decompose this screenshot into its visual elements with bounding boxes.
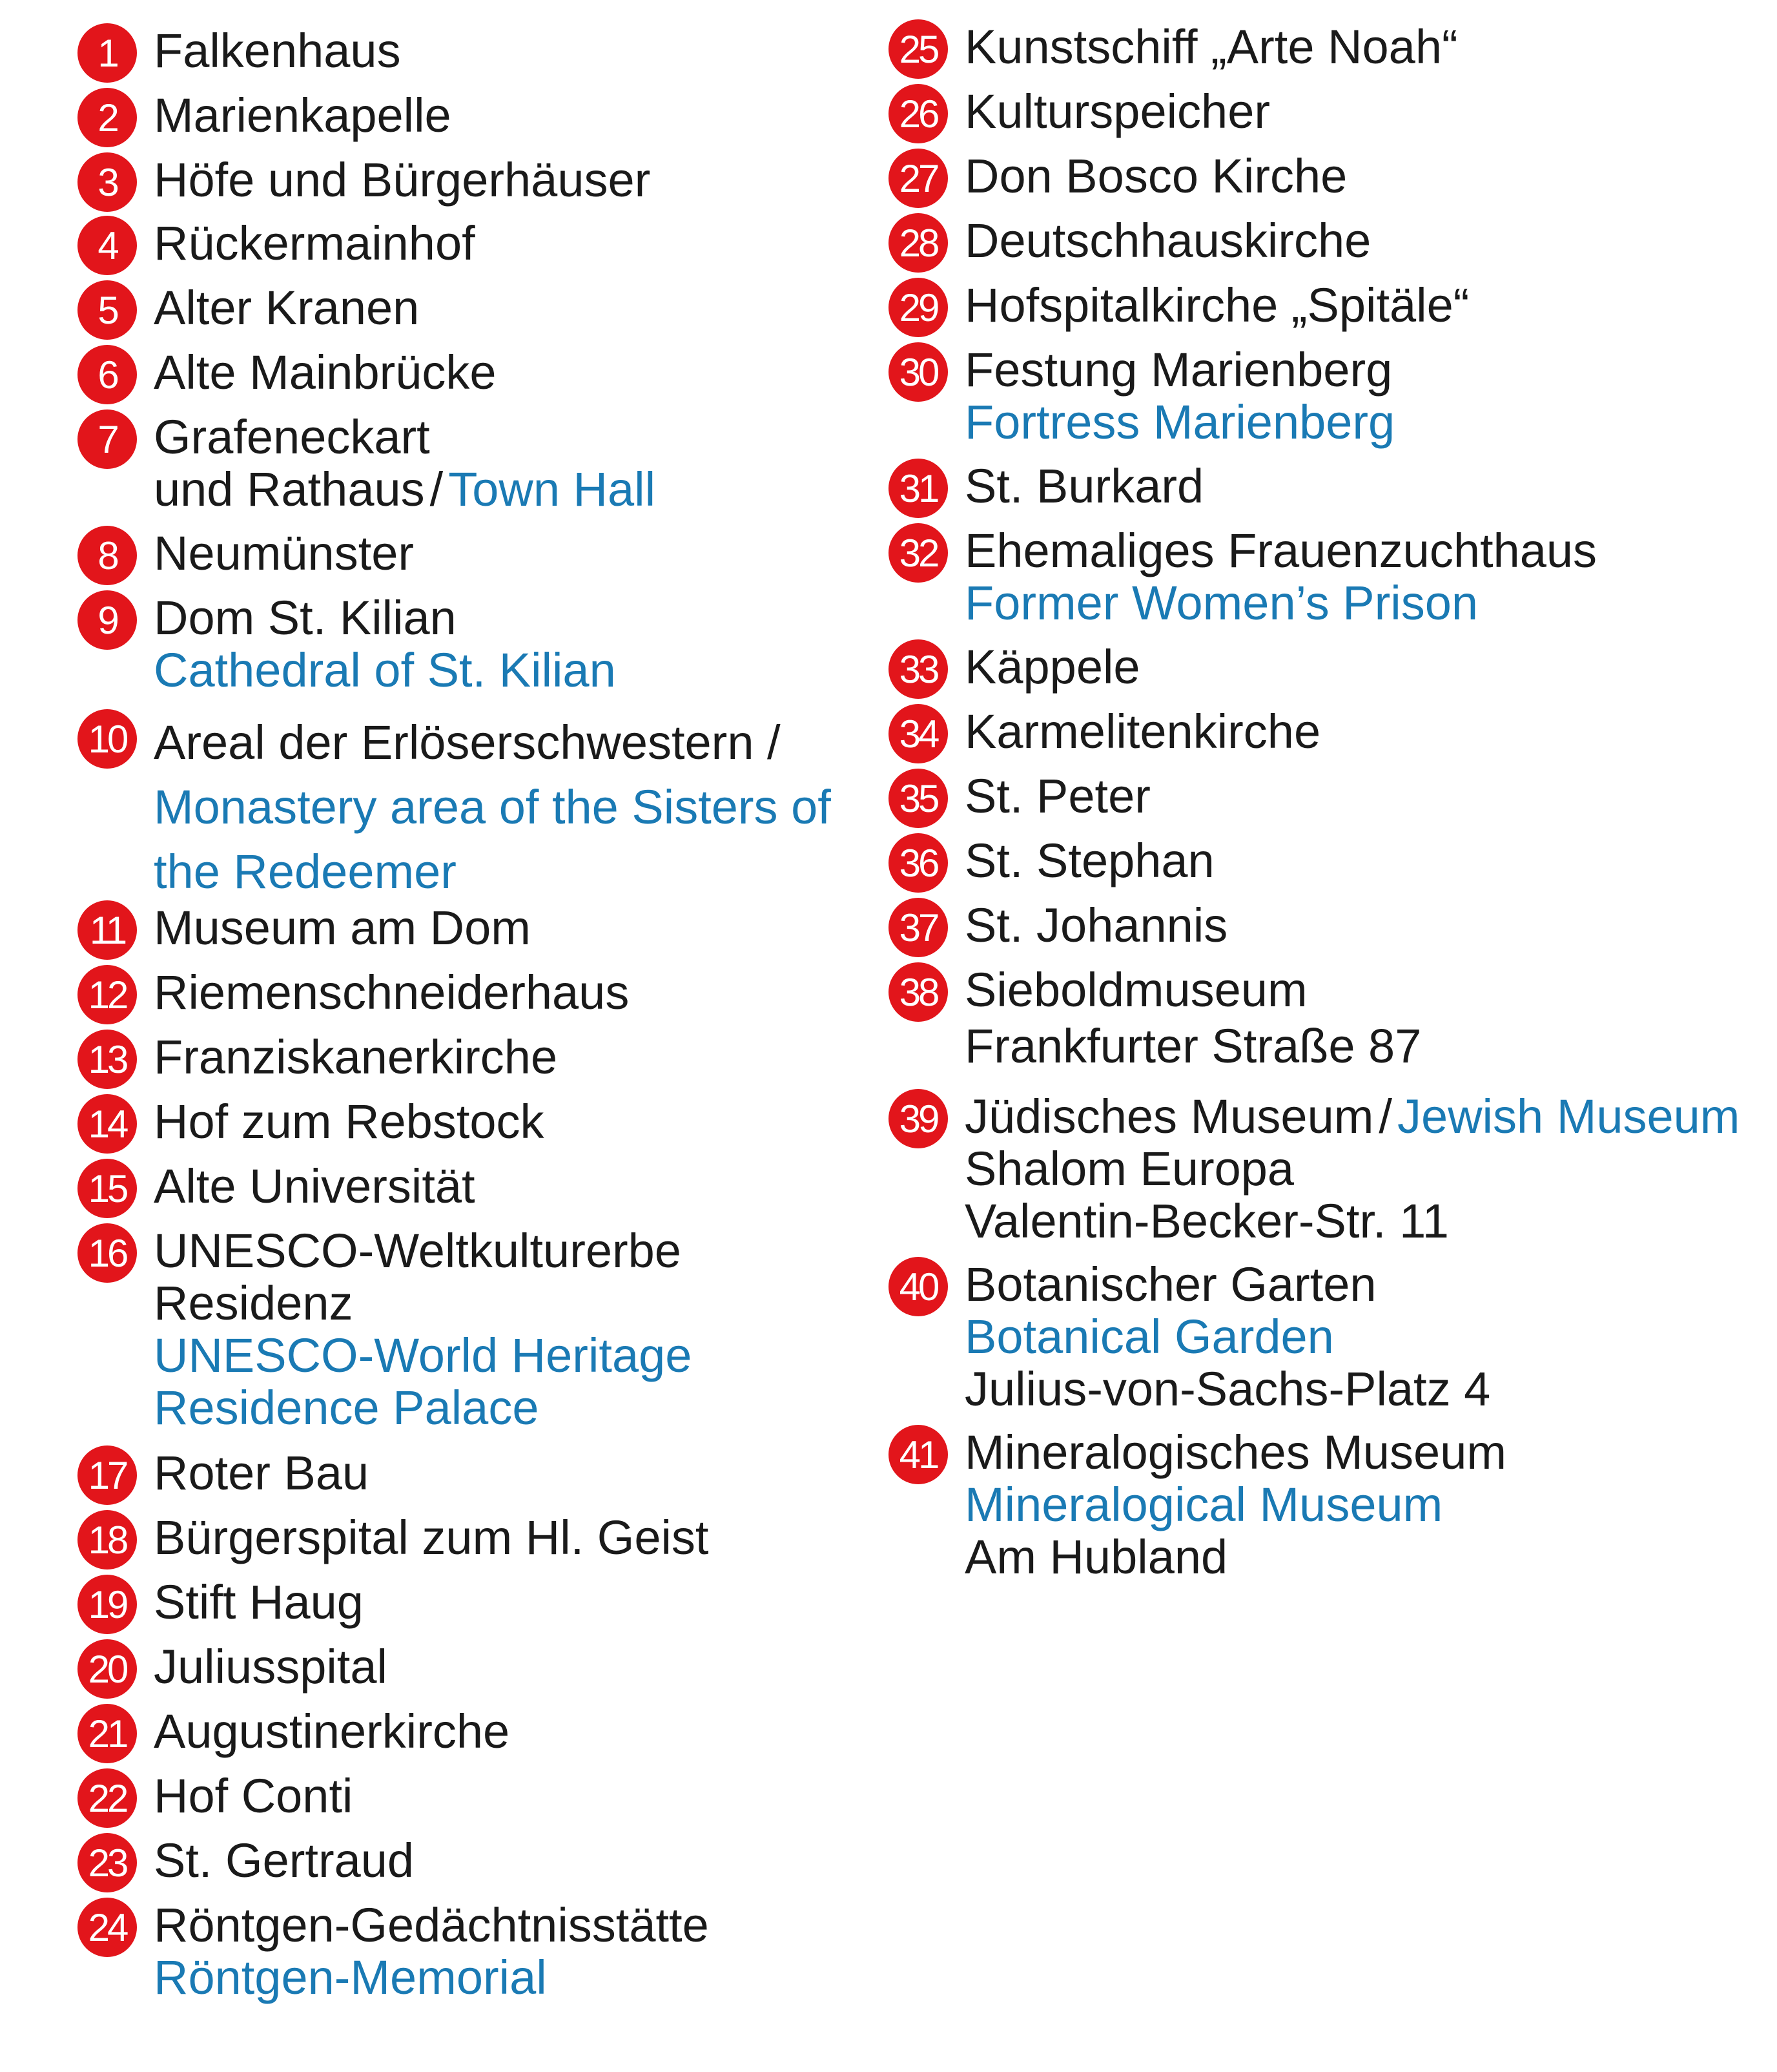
german-name: Residenz xyxy=(154,1276,353,1330)
entry-line xyxy=(965,460,1204,512)
entry-lines xyxy=(965,1090,1740,1247)
number-badge: 22 xyxy=(77,1768,137,1828)
entry-lines xyxy=(965,834,1215,887)
german-name: Käppele xyxy=(965,640,1140,694)
entry-line xyxy=(965,21,1458,73)
entry-lines xyxy=(154,592,616,696)
entry-line xyxy=(154,592,616,644)
english-name: UNESCO-World Heritage xyxy=(154,1329,692,1382)
number-badge: 19 xyxy=(77,1575,137,1634)
number-badge: 20 xyxy=(77,1639,137,1699)
english-name: Mineralogical Museum xyxy=(965,1478,1443,1531)
number-badge: 3 xyxy=(77,152,137,212)
entry-line xyxy=(154,1770,353,1822)
german-name: Julius-von-Sachs-Platz 4 xyxy=(965,1362,1491,1416)
entry-lines xyxy=(965,1426,1506,1583)
entry-lines xyxy=(965,279,1469,331)
number-badge: 13 xyxy=(77,1030,137,1089)
german-name: Franziskanerkirche xyxy=(154,1030,558,1084)
number-badge: 24 xyxy=(77,1898,137,1957)
number-badge: 32 xyxy=(888,523,948,583)
entry-line xyxy=(154,1031,557,1083)
german-name: Alte Mainbrücke xyxy=(154,346,497,399)
number-badge: 38 xyxy=(888,962,948,1022)
german-name: St. Burkard xyxy=(965,459,1204,513)
german-name: UNESCO-Weltkulturerbe xyxy=(154,1224,681,1278)
entry-lines xyxy=(154,710,831,904)
english-name: the Redeemer xyxy=(154,845,457,898)
entry-line xyxy=(965,214,1371,267)
number-badge: 35 xyxy=(888,769,948,828)
number-badge: 29 xyxy=(888,278,948,337)
entry-lines xyxy=(965,21,1458,73)
entry-lines xyxy=(965,460,1204,512)
entry-line xyxy=(965,1426,1506,1478)
entry-lines xyxy=(154,1225,692,1434)
entry-lines xyxy=(965,524,1597,629)
number-badge: 10 xyxy=(77,709,137,769)
entry-line xyxy=(154,346,497,399)
entry-line xyxy=(154,282,419,334)
entry-lines xyxy=(965,641,1140,693)
entry-line xyxy=(154,1225,692,1277)
german-name: Don Bosco Kirche xyxy=(965,149,1348,203)
entry-line xyxy=(154,710,831,775)
number-badge: 6 xyxy=(77,345,137,404)
german-name: Frankfurter Straße 87 xyxy=(965,1019,1422,1073)
entry-line xyxy=(965,834,1215,887)
german-name: Dom St. Kilian xyxy=(154,591,457,645)
number-badge: 27 xyxy=(888,149,948,208)
number-badge: 21 xyxy=(77,1704,137,1763)
number-badge: 23 xyxy=(77,1833,137,1892)
entry-lines xyxy=(154,1641,387,1693)
entry-lines xyxy=(965,705,1320,758)
german-name: Hof zum Rebstock xyxy=(154,1095,544,1148)
entry-lines xyxy=(965,344,1395,448)
entry-line xyxy=(965,770,1151,822)
german-name: Marienkapelle xyxy=(154,88,451,142)
entry-lines xyxy=(154,411,655,515)
entry-line xyxy=(965,1258,1490,1311)
number-badge: 18 xyxy=(77,1510,137,1570)
number-badge: 26 xyxy=(888,84,948,143)
entry-lines xyxy=(154,282,419,334)
entry-lines xyxy=(154,1899,709,2004)
entry-lines xyxy=(154,89,451,141)
entry-lines xyxy=(965,150,1347,202)
german-name: Neumünster xyxy=(154,526,415,580)
german-name: St. Stephan xyxy=(965,834,1215,887)
german-name: Röntgen-Gedächtnisstätte xyxy=(154,1898,709,1952)
german-name: Roter Bau xyxy=(154,1446,369,1500)
german-name: Valentin-Becker-Str. 11 xyxy=(965,1194,1449,1248)
separator-slash: / xyxy=(429,462,444,516)
entry-line xyxy=(154,1641,387,1693)
german-name: Deutschhauskirche xyxy=(965,214,1371,267)
number-badge: 5 xyxy=(77,280,137,340)
german-name: Sieboldmuseum xyxy=(965,963,1308,1017)
entry-line xyxy=(154,1834,414,1887)
entry-lines xyxy=(154,25,401,77)
entry-line xyxy=(965,641,1140,693)
entry-line xyxy=(965,899,1227,951)
number-badge: 31 xyxy=(888,459,948,518)
entry-line xyxy=(154,89,451,141)
entry-line xyxy=(154,644,616,696)
entry-lines xyxy=(154,1095,544,1148)
german-name: Kulturspeicher xyxy=(965,85,1271,138)
entry-line xyxy=(965,1478,1506,1531)
entry-lines xyxy=(154,1160,475,1212)
entry-line xyxy=(965,1016,1421,1076)
german-name: Grafeneckart xyxy=(154,410,430,464)
entry-lines xyxy=(154,1031,557,1083)
english-name: Town Hall xyxy=(448,462,656,516)
number-badge: 15 xyxy=(77,1159,137,1218)
entry-line xyxy=(154,1705,509,1757)
number-badge: 2 xyxy=(77,88,137,147)
german-name: Hofspitalkirche „Spitäle“ xyxy=(965,278,1470,332)
number-badge: 41 xyxy=(888,1425,948,1484)
german-name: Shalom Europa xyxy=(965,1142,1295,1196)
number-badge: 40 xyxy=(888,1257,948,1316)
german-name: Bürgerspital zum Hl. Geist xyxy=(154,1511,709,1564)
german-name: Areal der Erlöserschwestern / xyxy=(154,716,781,769)
german-name: Ehemaliges Frauenzuchthaus xyxy=(965,524,1597,577)
german-name: Festung Marienberg xyxy=(965,343,1393,397)
entry-line xyxy=(154,840,831,904)
number-badge: 36 xyxy=(888,833,948,893)
entry-lines xyxy=(965,964,1421,1076)
german-name: Riemenschneiderhaus xyxy=(154,966,630,1019)
entry-line xyxy=(965,524,1597,577)
number-badge: 16 xyxy=(77,1223,137,1283)
entry-lines xyxy=(154,1705,509,1757)
entry-line xyxy=(154,1951,709,2004)
entry-line xyxy=(154,1277,692,1329)
entry-line xyxy=(965,577,1597,629)
number-badge: 39 xyxy=(888,1089,948,1148)
entry-lines xyxy=(154,966,629,1019)
german-name: St. Peter xyxy=(965,769,1151,823)
number-badge: 7 xyxy=(77,409,137,469)
entry-line xyxy=(154,25,401,77)
entry-line xyxy=(154,1511,709,1564)
entry-line xyxy=(965,1143,1740,1195)
entry-line xyxy=(965,344,1395,396)
entry-line xyxy=(154,411,655,463)
number-badge: 17 xyxy=(77,1445,137,1505)
entry-line xyxy=(965,1363,1490,1415)
entry-line xyxy=(154,527,414,579)
entry-lines xyxy=(965,770,1151,822)
german-name: Alte Universität xyxy=(154,1159,475,1213)
entry-line xyxy=(154,1329,692,1382)
german-name: Alter Kranen xyxy=(154,281,420,335)
german-name: Stift Haug xyxy=(154,1575,364,1629)
entry-line xyxy=(154,1160,475,1212)
entry-lines xyxy=(154,1447,369,1499)
entry-line xyxy=(154,1382,692,1434)
entry-line xyxy=(154,1576,364,1628)
german-name: Karmelitenkirche xyxy=(965,705,1321,758)
number-badge: 11 xyxy=(77,900,137,960)
entry-line xyxy=(965,1195,1740,1247)
entry-line xyxy=(154,775,831,840)
german-name: Hof Conti xyxy=(154,1769,353,1823)
number-badge: 34 xyxy=(888,704,948,763)
german-name: Botanischer Garten xyxy=(965,1258,1377,1311)
entry-line xyxy=(965,150,1347,202)
entry-lines xyxy=(965,85,1270,138)
entry-line xyxy=(154,1447,369,1499)
entry-lines xyxy=(154,1770,353,1822)
german-name: und Rathaus xyxy=(154,462,425,516)
number-badge: 28 xyxy=(888,213,948,273)
entry-lines xyxy=(965,214,1371,267)
entry-line xyxy=(965,396,1395,448)
german-name: Am Hubland xyxy=(965,1530,1228,1584)
german-name: Juliusspital xyxy=(154,1640,387,1694)
entry-lines xyxy=(154,346,497,399)
number-badge: 9 xyxy=(77,590,137,650)
number-badge: 12 xyxy=(77,965,137,1024)
entry-lines xyxy=(154,217,475,269)
separator-slash: / xyxy=(1379,1090,1392,1143)
german-name: Höfe und Bürgerhäuser xyxy=(154,153,651,207)
entry-line xyxy=(154,154,650,206)
entry-lines xyxy=(154,154,650,206)
entry-lines xyxy=(965,1258,1490,1415)
entry-line xyxy=(154,463,655,515)
english-name: Residence Palace xyxy=(154,1381,539,1435)
german-name: Mineralogisches Museum xyxy=(965,1425,1507,1479)
number-badge: 8 xyxy=(77,526,137,585)
entry-lines xyxy=(154,527,414,579)
german-name: St. Johannis xyxy=(965,898,1228,952)
english-name: Cathedral of St. Kilian xyxy=(154,643,616,697)
german-name: Rückermainhof xyxy=(154,216,475,270)
number-badge: 33 xyxy=(888,639,948,699)
german-name: Augustinerkirche xyxy=(154,1704,510,1758)
german-name: Kunstschiff „Arte Noah“ xyxy=(965,20,1458,74)
number-badge: 14 xyxy=(77,1094,137,1154)
english-name: Botanical Garden xyxy=(965,1310,1334,1363)
entry-line xyxy=(154,902,531,954)
entry-lines xyxy=(154,902,531,954)
entry-line xyxy=(154,966,629,1019)
english-name: Monastery area of the Sisters of xyxy=(154,780,831,834)
entry-line xyxy=(965,705,1320,758)
entry-line xyxy=(965,1531,1506,1583)
english-name: Former Women’s Prison xyxy=(965,576,1479,630)
english-name: Fortress Marienberg xyxy=(965,395,1395,449)
number-badge: 30 xyxy=(888,342,948,402)
entry-line xyxy=(965,85,1270,138)
english-name: Röntgen-Memorial xyxy=(154,1951,547,2004)
entry-lines xyxy=(154,1511,709,1564)
english-name: Jewish Museum xyxy=(1397,1090,1740,1143)
number-badge: 1 xyxy=(77,23,137,83)
entry-lines xyxy=(965,899,1227,951)
german-name: Museum am Dom xyxy=(154,901,531,955)
number-badge: 37 xyxy=(888,898,948,957)
german-name: Jüdisches Museum xyxy=(965,1090,1374,1143)
entry-line xyxy=(965,1311,1490,1363)
german-name: St. Gertraud xyxy=(154,1834,415,1887)
entry-line xyxy=(154,217,475,269)
entry-line xyxy=(154,1899,709,1951)
entry-line xyxy=(965,1090,1740,1143)
entry-line xyxy=(965,964,1421,1016)
entry-lines xyxy=(154,1834,414,1887)
entry-line xyxy=(965,279,1469,331)
number-badge: 25 xyxy=(888,19,948,79)
german-name: Falkenhaus xyxy=(154,24,401,78)
entry-line xyxy=(154,1095,544,1148)
entry-lines xyxy=(154,1576,364,1628)
number-badge: 4 xyxy=(77,216,137,275)
